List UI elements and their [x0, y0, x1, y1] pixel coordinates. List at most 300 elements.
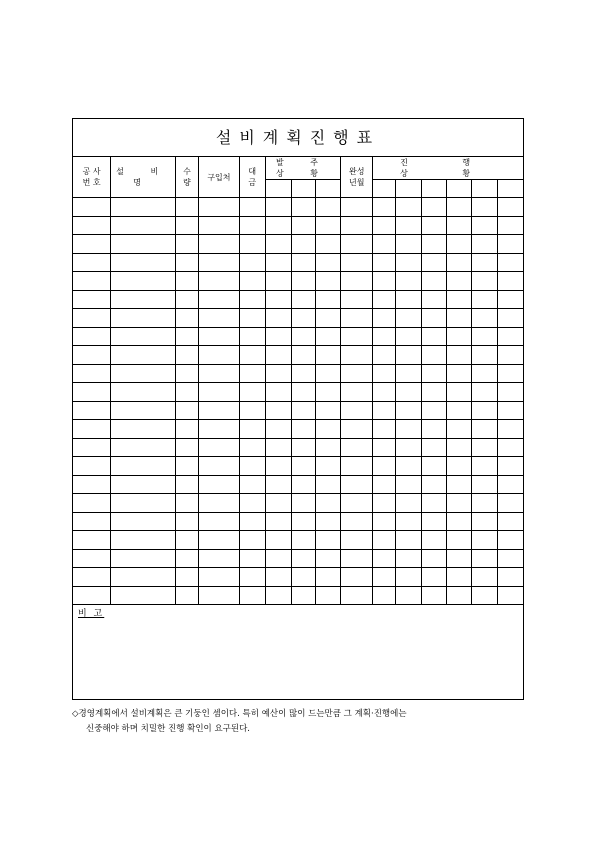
table-cell[interactable]	[341, 568, 373, 587]
table-cell[interactable]	[291, 401, 316, 420]
table-cell[interactable]	[291, 568, 316, 587]
table-cell[interactable]	[497, 549, 523, 568]
table-cell[interactable]	[396, 549, 422, 568]
table-cell[interactable]	[316, 568, 341, 587]
table-cell[interactable]	[198, 457, 239, 476]
table-cell[interactable]	[111, 327, 176, 346]
table-cell[interactable]	[471, 549, 497, 568]
table-cell[interactable]	[111, 383, 176, 402]
cell[interactable]	[265, 180, 291, 198]
table-cell[interactable]	[341, 216, 373, 235]
table-cell[interactable]	[373, 494, 396, 513]
table-cell[interactable]	[265, 272, 291, 291]
table-cell[interactable]	[316, 438, 341, 457]
table-cell[interactable]	[446, 549, 471, 568]
table-cell[interactable]	[316, 253, 341, 272]
table-cell[interactable]	[341, 420, 373, 439]
table-cell[interactable]	[316, 494, 341, 513]
table-cell[interactable]	[73, 568, 111, 587]
table-cell[interactable]	[239, 272, 265, 291]
table-cell[interactable]	[291, 253, 316, 272]
table-cell[interactable]	[198, 383, 239, 402]
table-cell[interactable]	[316, 475, 341, 494]
table-cell[interactable]	[446, 253, 471, 272]
table-cell[interactable]	[471, 383, 497, 402]
table-cell[interactable]	[111, 568, 176, 587]
table-cell[interactable]	[291, 290, 316, 309]
table-cell[interactable]	[111, 216, 176, 235]
table-cell[interactable]	[316, 512, 341, 531]
table-cell[interactable]	[239, 512, 265, 531]
table-cell[interactable]	[341, 327, 373, 346]
table-cell[interactable]	[239, 383, 265, 402]
table-cell[interactable]	[73, 253, 111, 272]
table-cell[interactable]	[265, 420, 291, 439]
table-cell[interactable]	[497, 457, 523, 476]
cell[interactable]	[446, 180, 471, 198]
table-cell[interactable]	[73, 475, 111, 494]
table-cell[interactable]	[176, 457, 199, 476]
table-cell[interactable]	[373, 327, 396, 346]
table-cell[interactable]	[446, 494, 471, 513]
table-cell[interactable]	[446, 198, 471, 217]
table-cell[interactable]	[239, 198, 265, 217]
table-cell[interactable]	[198, 568, 239, 587]
table-cell[interactable]	[73, 290, 111, 309]
table-cell[interactable]	[265, 512, 291, 531]
table-cell[interactable]	[239, 401, 265, 420]
table-cell[interactable]	[421, 494, 446, 513]
table-cell[interactable]	[239, 290, 265, 309]
table-cell[interactable]	[176, 420, 199, 439]
table-cell[interactable]	[471, 253, 497, 272]
table-cell[interactable]	[198, 549, 239, 568]
table-cell[interactable]	[471, 327, 497, 346]
table-cell[interactable]	[176, 438, 199, 457]
table-cell[interactable]	[396, 364, 422, 383]
table-cell[interactable]	[373, 512, 396, 531]
table-cell[interactable]	[316, 346, 341, 365]
table-cell[interactable]	[471, 235, 497, 254]
table-cell[interactable]	[471, 512, 497, 531]
table-cell[interactable]	[73, 216, 111, 235]
table-cell[interactable]	[265, 475, 291, 494]
table-cell[interactable]	[73, 383, 111, 402]
table-cell[interactable]	[497, 401, 523, 420]
table-cell[interactable]	[239, 235, 265, 254]
table-cell[interactable]	[111, 531, 176, 550]
table-cell[interactable]	[265, 346, 291, 365]
table-cell[interactable]	[421, 568, 446, 587]
table-cell[interactable]	[198, 364, 239, 383]
table-cell[interactable]	[198, 346, 239, 365]
table-cell[interactable]	[421, 475, 446, 494]
table-cell[interactable]	[198, 272, 239, 291]
table-cell[interactable]	[198, 235, 239, 254]
table-cell[interactable]	[291, 216, 316, 235]
table-cell[interactable]	[111, 512, 176, 531]
table-cell[interactable]	[471, 494, 497, 513]
table-cell[interactable]	[73, 420, 111, 439]
table-cell[interactable]	[396, 475, 422, 494]
table-cell[interactable]	[373, 216, 396, 235]
table-cell[interactable]	[471, 420, 497, 439]
table-cell[interactable]	[421, 272, 446, 291]
table-cell[interactable]	[446, 401, 471, 420]
table-cell[interactable]	[73, 438, 111, 457]
table-cell[interactable]	[239, 364, 265, 383]
table-cell[interactable]	[291, 531, 316, 550]
table-cell[interactable]	[497, 568, 523, 587]
table-cell[interactable]	[373, 383, 396, 402]
cell[interactable]	[396, 180, 422, 198]
table-cell[interactable]	[73, 401, 111, 420]
table-cell[interactable]	[497, 272, 523, 291]
table-cell[interactable]	[291, 235, 316, 254]
table-cell[interactable]	[316, 235, 341, 254]
table-cell[interactable]	[471, 438, 497, 457]
table-cell[interactable]	[291, 512, 316, 531]
table-cell[interactable]	[198, 309, 239, 328]
table-cell[interactable]	[421, 253, 446, 272]
table-cell[interactable]	[471, 531, 497, 550]
table-cell[interactable]	[396, 216, 422, 235]
cell[interactable]	[316, 180, 341, 198]
table-cell[interactable]	[265, 309, 291, 328]
table-cell[interactable]	[497, 383, 523, 402]
table-cell[interactable]	[421, 457, 446, 476]
table-cell[interactable]	[198, 531, 239, 550]
table-cell[interactable]	[396, 531, 422, 550]
table-cell[interactable]	[341, 438, 373, 457]
table-cell[interactable]	[291, 346, 316, 365]
table-cell[interactable]	[176, 531, 199, 550]
table-cell[interactable]	[265, 327, 291, 346]
table-cell[interactable]	[198, 438, 239, 457]
table-cell[interactable]	[341, 346, 373, 365]
table-cell[interactable]	[198, 327, 239, 346]
table-cell[interactable]	[446, 364, 471, 383]
table-cell[interactable]	[373, 290, 396, 309]
table-cell[interactable]	[421, 216, 446, 235]
table-cell[interactable]	[176, 272, 199, 291]
table-cell[interactable]	[373, 346, 396, 365]
table-cell[interactable]	[396, 494, 422, 513]
table-cell[interactable]	[421, 531, 446, 550]
table-cell[interactable]	[316, 272, 341, 291]
table-cell[interactable]	[198, 494, 239, 513]
table-cell[interactable]	[497, 309, 523, 328]
table-cell[interactable]	[239, 346, 265, 365]
table-cell[interactable]	[341, 272, 373, 291]
table-cell[interactable]	[73, 327, 111, 346]
table-cell[interactable]	[396, 512, 422, 531]
table-cell[interactable]	[111, 346, 176, 365]
table-cell[interactable]	[176, 568, 199, 587]
table-cell[interactable]	[497, 235, 523, 254]
table-cell[interactable]	[198, 512, 239, 531]
table-cell[interactable]	[373, 272, 396, 291]
table-cell[interactable]	[341, 494, 373, 513]
table-cell[interactable]	[176, 290, 199, 309]
table-cell[interactable]	[497, 531, 523, 550]
table-cell[interactable]	[471, 216, 497, 235]
table-cell[interactable]	[111, 494, 176, 513]
table-cell[interactable]	[421, 420, 446, 439]
table-cell[interactable]	[198, 216, 239, 235]
table-cell[interactable]	[291, 457, 316, 476]
table-cell[interactable]	[446, 272, 471, 291]
table-cell[interactable]	[73, 272, 111, 291]
table-cell[interactable]	[176, 346, 199, 365]
table-cell[interactable]	[316, 327, 341, 346]
table-cell[interactable]	[471, 272, 497, 291]
table-cell[interactable]	[73, 494, 111, 513]
table-cell[interactable]	[373, 253, 396, 272]
table-cell[interactable]	[73, 235, 111, 254]
table-cell[interactable]	[446, 568, 471, 587]
table-cell[interactable]	[176, 401, 199, 420]
table-cell[interactable]	[396, 272, 422, 291]
cell[interactable]	[497, 180, 523, 198]
table-cell[interactable]	[497, 420, 523, 439]
table-cell[interactable]	[111, 253, 176, 272]
table-cell[interactable]	[73, 364, 111, 383]
table-cell[interactable]	[239, 438, 265, 457]
table-cell[interactable]	[176, 309, 199, 328]
table-cell[interactable]	[111, 401, 176, 420]
table-cell[interactable]	[111, 438, 176, 457]
table-cell[interactable]	[73, 346, 111, 365]
table-cell[interactable]	[176, 235, 199, 254]
table-cell[interactable]	[421, 364, 446, 383]
table-cell[interactable]	[176, 253, 199, 272]
table-cell[interactable]	[291, 494, 316, 513]
table-cell[interactable]	[73, 531, 111, 550]
table-cell[interactable]	[341, 253, 373, 272]
table-cell[interactable]	[291, 420, 316, 439]
table-cell[interactable]	[446, 457, 471, 476]
table-cell[interactable]	[239, 531, 265, 550]
table-cell[interactable]	[176, 549, 199, 568]
table-cell[interactable]	[341, 364, 373, 383]
table-cell[interactable]	[471, 401, 497, 420]
table-cell[interactable]	[111, 290, 176, 309]
table-cell[interactable]	[446, 346, 471, 365]
table-cell[interactable]	[291, 272, 316, 291]
table-cell[interactable]	[471, 457, 497, 476]
table-cell[interactable]	[497, 494, 523, 513]
table-cell[interactable]	[111, 457, 176, 476]
remark-section[interactable]	[73, 601, 523, 701]
table-cell[interactable]	[265, 549, 291, 568]
table-cell[interactable]	[239, 327, 265, 346]
table-cell[interactable]	[176, 198, 199, 217]
table-cell[interactable]	[497, 290, 523, 309]
table-cell[interactable]	[341, 290, 373, 309]
table-cell[interactable]	[316, 216, 341, 235]
table-cell[interactable]	[316, 198, 341, 217]
table-cell[interactable]	[111, 475, 176, 494]
cell[interactable]	[291, 180, 316, 198]
table-cell[interactable]	[265, 401, 291, 420]
table-cell[interactable]	[111, 364, 176, 383]
table-cell[interactable]	[373, 438, 396, 457]
table-cell[interactable]	[239, 494, 265, 513]
table-cell[interactable]	[396, 457, 422, 476]
table-cell[interactable]	[176, 364, 199, 383]
table-cell[interactable]	[341, 549, 373, 568]
table-cell[interactable]	[497, 364, 523, 383]
table-cell[interactable]	[341, 383, 373, 402]
table-cell[interactable]	[316, 309, 341, 328]
table-cell[interactable]	[176, 494, 199, 513]
table-cell[interactable]	[341, 512, 373, 531]
table-cell[interactable]	[471, 568, 497, 587]
table-cell[interactable]	[446, 438, 471, 457]
table-cell[interactable]	[471, 364, 497, 383]
table-cell[interactable]	[176, 216, 199, 235]
table-cell[interactable]	[291, 309, 316, 328]
table-cell[interactable]	[446, 235, 471, 254]
table-cell[interactable]	[73, 457, 111, 476]
table-cell[interactable]	[373, 420, 396, 439]
table-cell[interactable]	[446, 327, 471, 346]
table-cell[interactable]	[316, 531, 341, 550]
table-cell[interactable]	[471, 346, 497, 365]
table-cell[interactable]	[198, 401, 239, 420]
table-cell[interactable]	[373, 457, 396, 476]
table-cell[interactable]	[265, 290, 291, 309]
table-cell[interactable]	[111, 235, 176, 254]
table-cell[interactable]	[446, 531, 471, 550]
table-cell[interactable]	[421, 198, 446, 217]
table-cell[interactable]	[265, 531, 291, 550]
table-cell[interactable]	[73, 198, 111, 217]
table-cell[interactable]	[497, 253, 523, 272]
table-cell[interactable]	[316, 364, 341, 383]
table-cell[interactable]	[373, 549, 396, 568]
table-cell[interactable]	[471, 309, 497, 328]
table-cell[interactable]	[316, 420, 341, 439]
table-cell[interactable]	[316, 549, 341, 568]
table-cell[interactable]	[239, 309, 265, 328]
table-cell[interactable]	[341, 457, 373, 476]
table-cell[interactable]	[198, 253, 239, 272]
table-cell[interactable]	[373, 364, 396, 383]
table-cell[interactable]	[373, 198, 396, 217]
table-cell[interactable]	[265, 568, 291, 587]
table-cell[interactable]	[198, 290, 239, 309]
table-cell[interactable]	[396, 309, 422, 328]
table-cell[interactable]	[176, 475, 199, 494]
table-cell[interactable]	[396, 198, 422, 217]
table-cell[interactable]	[316, 290, 341, 309]
table-cell[interactable]	[198, 198, 239, 217]
table-cell[interactable]	[446, 216, 471, 235]
cell[interactable]	[373, 180, 396, 198]
table-cell[interactable]	[421, 346, 446, 365]
table-cell[interactable]	[239, 253, 265, 272]
table-cell[interactable]	[239, 549, 265, 568]
table-cell[interactable]	[471, 475, 497, 494]
table-cell[interactable]	[341, 401, 373, 420]
table-cell[interactable]	[316, 401, 341, 420]
table-cell[interactable]	[373, 531, 396, 550]
table-cell[interactable]	[316, 383, 341, 402]
table-cell[interactable]	[73, 549, 111, 568]
table-cell[interactable]	[396, 235, 422, 254]
table-cell[interactable]	[341, 309, 373, 328]
table-cell[interactable]	[396, 327, 422, 346]
table-cell[interactable]	[446, 383, 471, 402]
table-cell[interactable]	[396, 346, 422, 365]
table-cell[interactable]	[421, 327, 446, 346]
table-cell[interactable]	[265, 364, 291, 383]
table-cell[interactable]	[265, 494, 291, 513]
table-cell[interactable]	[239, 568, 265, 587]
table-cell[interactable]	[373, 309, 396, 328]
table-cell[interactable]	[239, 216, 265, 235]
table-cell[interactable]	[497, 475, 523, 494]
table-cell[interactable]	[421, 512, 446, 531]
table-cell[interactable]	[396, 401, 422, 420]
table-cell[interactable]	[373, 235, 396, 254]
table-cell[interactable]	[291, 475, 316, 494]
table-cell[interactable]	[396, 253, 422, 272]
table-cell[interactable]	[396, 290, 422, 309]
table-cell[interactable]	[265, 216, 291, 235]
table-cell[interactable]	[497, 216, 523, 235]
table-cell[interactable]	[239, 420, 265, 439]
table-cell[interactable]	[421, 235, 446, 254]
table-cell[interactable]	[265, 457, 291, 476]
table-cell[interactable]	[497, 346, 523, 365]
table-cell[interactable]	[421, 549, 446, 568]
table-cell[interactable]	[176, 383, 199, 402]
table-cell[interactable]	[471, 198, 497, 217]
table-cell[interactable]	[373, 568, 396, 587]
table-cell[interactable]	[291, 327, 316, 346]
table-cell[interactable]	[111, 549, 176, 568]
table-cell[interactable]	[396, 568, 422, 587]
table-cell[interactable]	[341, 475, 373, 494]
table-cell[interactable]	[73, 512, 111, 531]
table-cell[interactable]	[446, 309, 471, 328]
table-cell[interactable]	[446, 420, 471, 439]
table-cell[interactable]	[446, 475, 471, 494]
table-cell[interactable]	[421, 290, 446, 309]
table-cell[interactable]	[373, 475, 396, 494]
table-cell[interactable]	[396, 383, 422, 402]
table-cell[interactable]	[341, 198, 373, 217]
table-cell[interactable]	[176, 327, 199, 346]
table-cell[interactable]	[198, 475, 239, 494]
table-cell[interactable]	[471, 290, 497, 309]
table-cell[interactable]	[265, 438, 291, 457]
cell[interactable]	[421, 180, 446, 198]
table-cell[interactable]	[111, 420, 176, 439]
table-cell[interactable]	[421, 383, 446, 402]
table-cell[interactable]	[198, 420, 239, 439]
table-cell[interactable]	[291, 549, 316, 568]
table-cell[interactable]	[421, 438, 446, 457]
table-cell[interactable]	[239, 457, 265, 476]
table-cell[interactable]	[111, 309, 176, 328]
table-cell[interactable]	[111, 198, 176, 217]
table-cell[interactable]	[265, 235, 291, 254]
table-cell[interactable]	[446, 290, 471, 309]
